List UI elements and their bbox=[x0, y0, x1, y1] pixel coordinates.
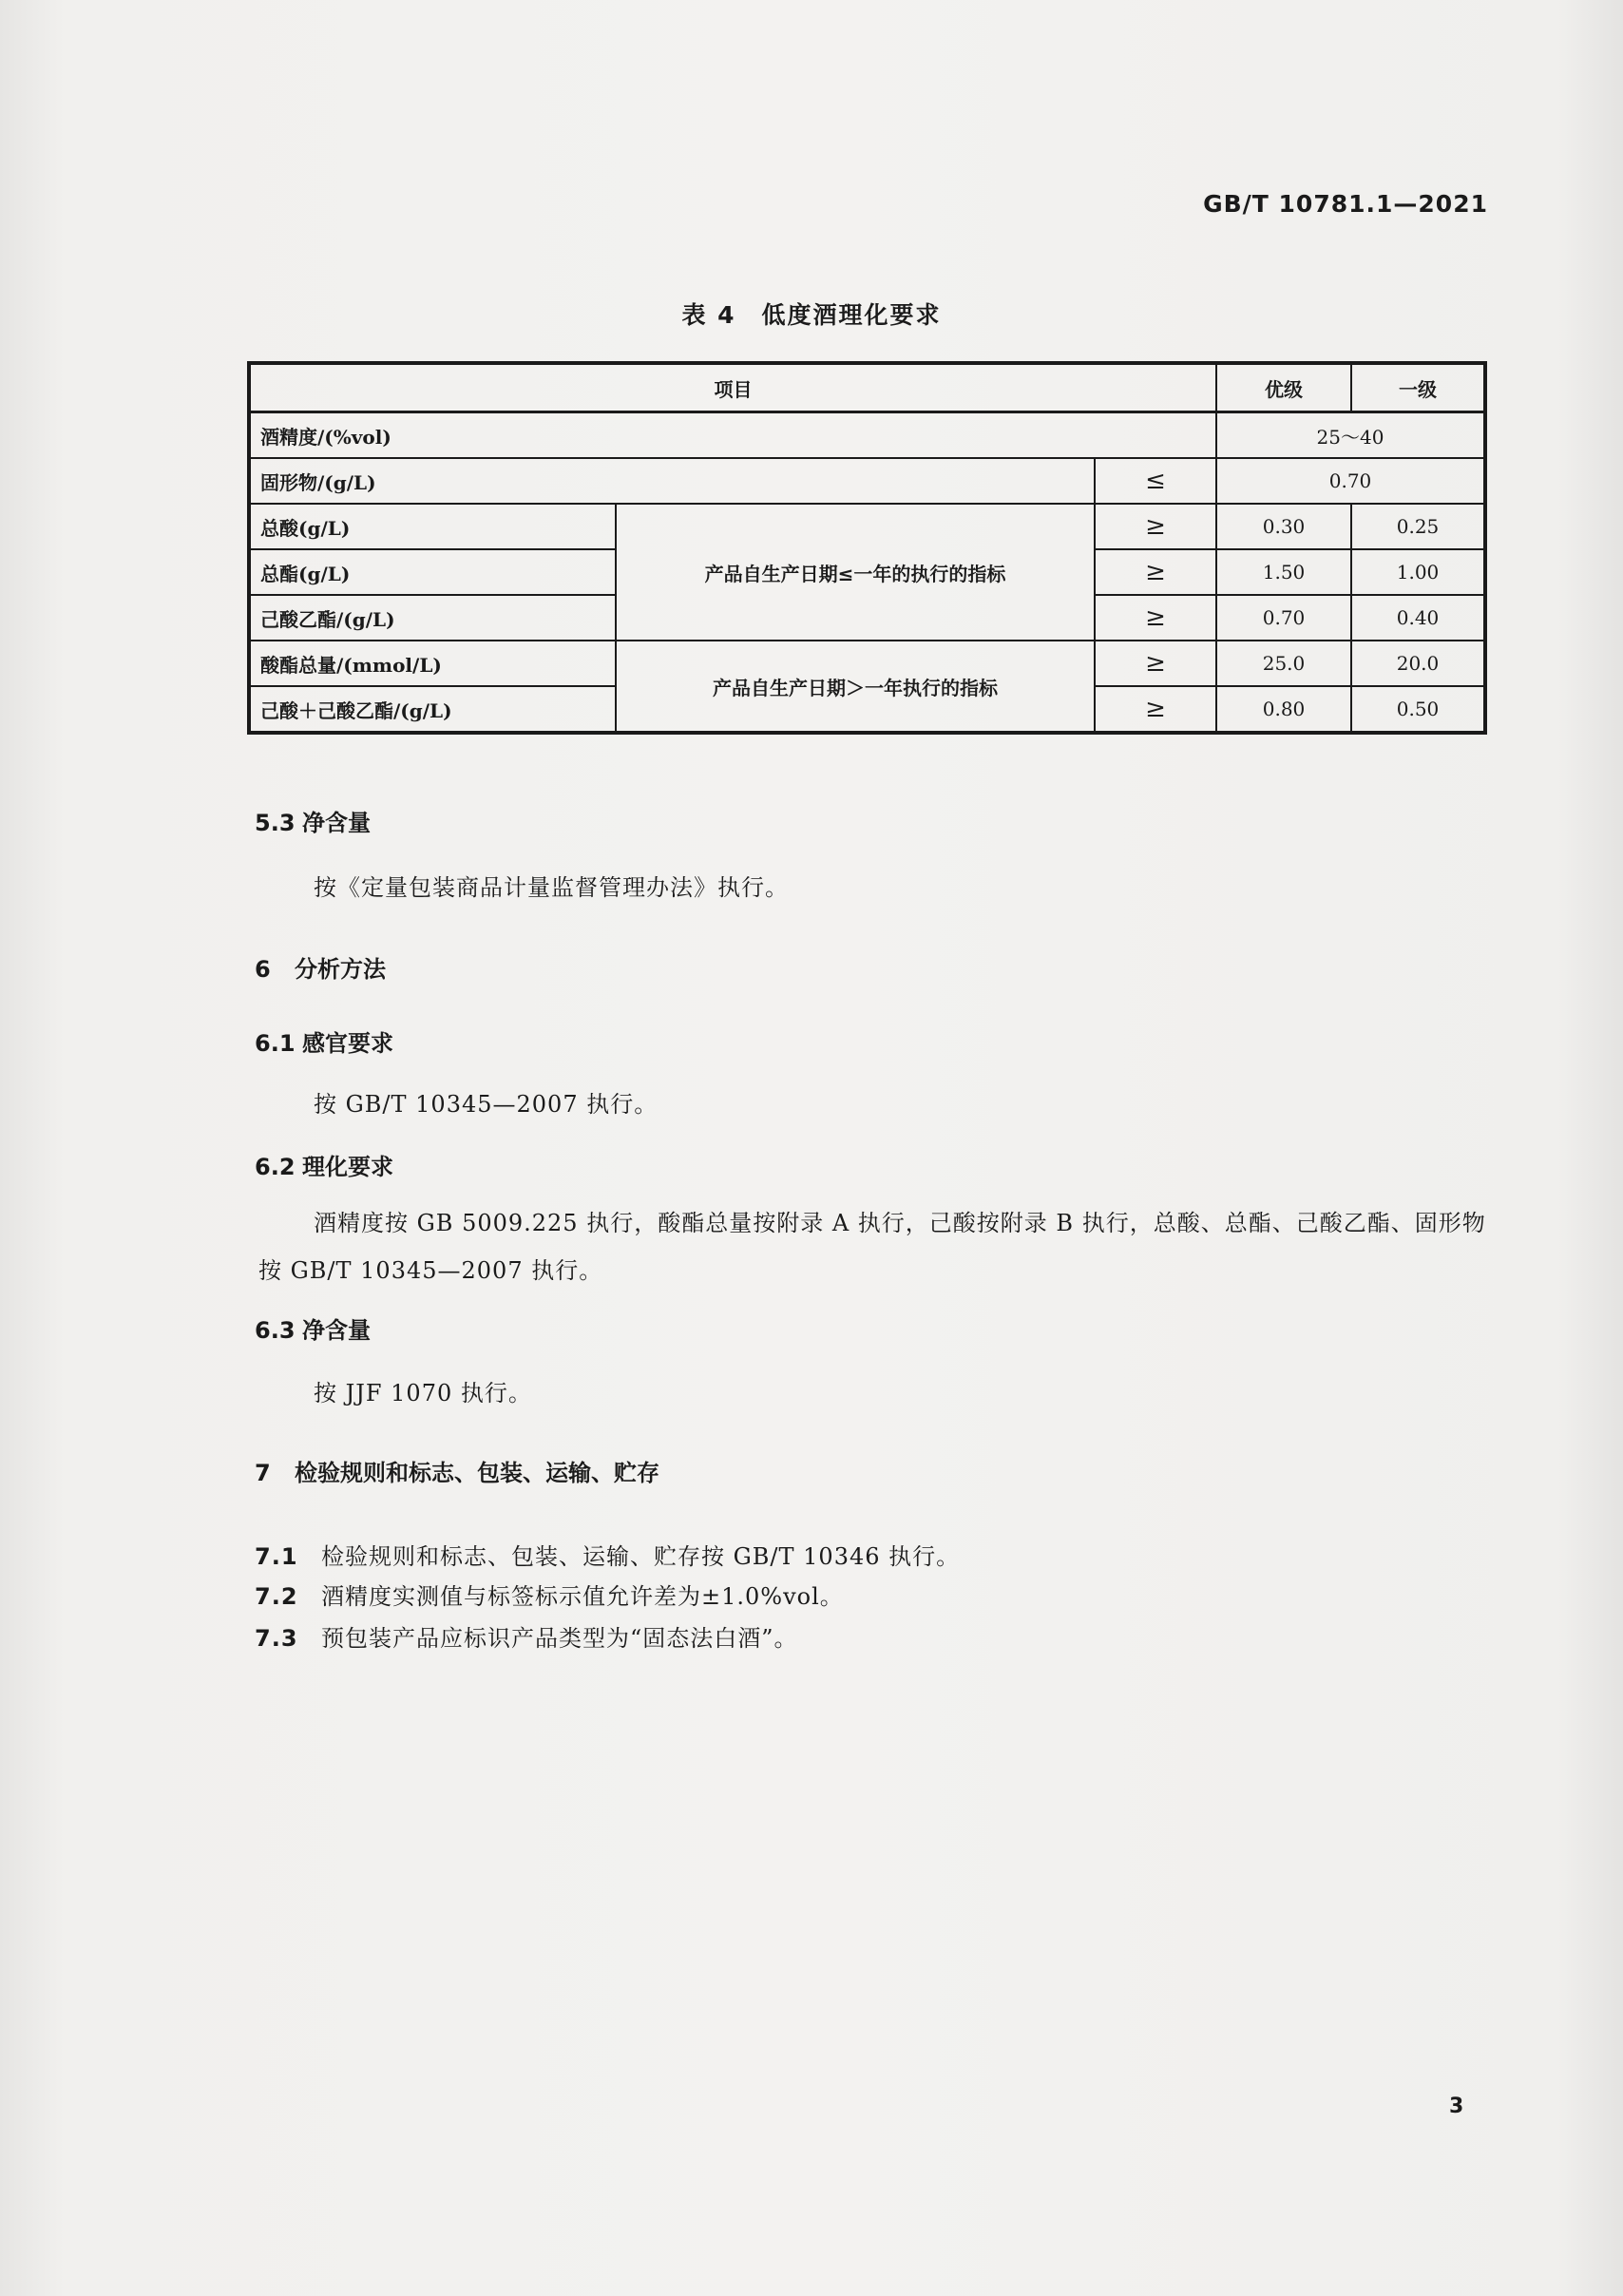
row-symbol: ≥ bbox=[1095, 549, 1216, 595]
row-symbol: ≥ bbox=[1095, 504, 1216, 549]
heading-6-2 bbox=[255, 1148, 393, 1181]
row-name: 总酸(g/L) bbox=[249, 504, 616, 549]
heading-title: 净含量 bbox=[302, 810, 371, 836]
heading-6-1 bbox=[255, 1024, 393, 1058]
heading-number: 6.1 bbox=[255, 1030, 296, 1057]
col-header-item: 项目 bbox=[249, 363, 1216, 412]
condition-within-year: 产品自生产日期≤一年的执行的指标 bbox=[616, 504, 1095, 641]
table-row bbox=[249, 458, 1485, 504]
table-title: 表 4 低度酒理化要求 bbox=[681, 301, 942, 329]
col-header-grade-2: 一级 bbox=[1351, 363, 1485, 412]
row-name: 己酸乙酯/(g/L) bbox=[249, 595, 616, 641]
row-range: 25～40 bbox=[1216, 412, 1485, 459]
spec-table bbox=[247, 361, 1487, 735]
clause-7-3 bbox=[255, 1619, 798, 1653]
row-value-grade-1: 25.0 bbox=[1216, 641, 1351, 686]
row-value-grade-2: 0.40 bbox=[1351, 595, 1485, 641]
condition-after-year: 产品自生产日期＞一年执行的指标 bbox=[616, 641, 1095, 733]
row-symbol: ≤ bbox=[1095, 458, 1216, 504]
paragraph-6-3: 按 JJF 1070 执行。 bbox=[314, 1380, 532, 1406]
heading-6 bbox=[255, 950, 386, 984]
heading-title: 分析方法 bbox=[295, 956, 386, 983]
row-symbol: ≥ bbox=[1095, 641, 1216, 686]
row-name: 总酯(g/L) bbox=[249, 549, 616, 595]
row-symbol: ≥ bbox=[1095, 595, 1216, 641]
heading-title: 检验规则和标志、包装、运输、贮存 bbox=[295, 1460, 659, 1486]
row-value-grade-1: 0.80 bbox=[1216, 686, 1351, 733]
row-name: 固形物/(g/L) bbox=[249, 458, 1095, 504]
clause-text: 检验规则和标志、包装、运输、贮存按 GB/T 10346 执行。 bbox=[321, 1543, 961, 1570]
table-row bbox=[249, 641, 1485, 686]
heading-5-3 bbox=[255, 804, 371, 837]
heading-number: 6.3 bbox=[255, 1317, 296, 1344]
row-value-grade-2: 0.50 bbox=[1351, 686, 1485, 733]
heading-6-3 bbox=[255, 1311, 371, 1345]
standard-code: GB/T 10781.1—2021 bbox=[1203, 190, 1488, 218]
page-number: 3 bbox=[1449, 2095, 1464, 2118]
row-name: 酸酯总量/(mmol/L) bbox=[249, 641, 616, 686]
heading-title: 感官要求 bbox=[302, 1030, 393, 1057]
clause-text: 预包装产品应标识产品类型为“固态法白酒”。 bbox=[321, 1625, 798, 1652]
heading-number: 6 bbox=[255, 956, 271, 983]
table-row bbox=[249, 412, 1485, 459]
row-value: 0.70 bbox=[1216, 458, 1485, 504]
row-value-grade-2: 20.0 bbox=[1351, 641, 1485, 686]
heading-title: 理化要求 bbox=[302, 1154, 393, 1180]
clause-text: 酒精度实测值与标签标示值允许差为±1.0%vol。 bbox=[321, 1583, 844, 1610]
col-header-grade-1: 优级 bbox=[1216, 363, 1351, 412]
clause-7-1 bbox=[255, 1538, 960, 1571]
paragraph-5-3: 按《定量包装商品计量监督管理办法》执行。 bbox=[314, 874, 789, 901]
heading-7 bbox=[255, 1454, 659, 1487]
paragraph-6-2: 酒精度按 GB 5009.225 执行，酸酯总量按附录 A 执行，己酸按附录 B 执行，总酸、总酯、己酸乙酯、固形物按 GB/T 10345—2007 执行。 bbox=[258, 1210, 1486, 1284]
row-name: 己酸＋己酸乙酯/(g/L) bbox=[249, 686, 616, 733]
row-value-grade-1: 0.30 bbox=[1216, 504, 1351, 549]
row-name: 酒精度/(%vol) bbox=[249, 412, 1216, 459]
table-row bbox=[249, 504, 1485, 549]
row-value-grade-1: 1.50 bbox=[1216, 549, 1351, 595]
row-value-grade-2: 0.25 bbox=[1351, 504, 1485, 549]
row-value-grade-2: 1.00 bbox=[1351, 549, 1485, 595]
paragraph-6-1: 按 GB/T 10345—2007 执行。 bbox=[314, 1091, 659, 1118]
clause-7-2 bbox=[255, 1578, 844, 1611]
row-value-grade-1: 0.70 bbox=[1216, 595, 1351, 641]
clause-number: 7.3 bbox=[255, 1625, 298, 1652]
heading-number: 7 bbox=[255, 1460, 271, 1486]
row-symbol: ≥ bbox=[1095, 686, 1216, 733]
clause-number: 7.1 bbox=[255, 1543, 298, 1570]
heading-title: 净含量 bbox=[302, 1317, 371, 1344]
heading-number: 6.2 bbox=[255, 1154, 296, 1180]
table-header-row bbox=[249, 363, 1485, 412]
heading-number: 5.3 bbox=[255, 810, 296, 836]
clause-number: 7.2 bbox=[255, 1583, 298, 1610]
